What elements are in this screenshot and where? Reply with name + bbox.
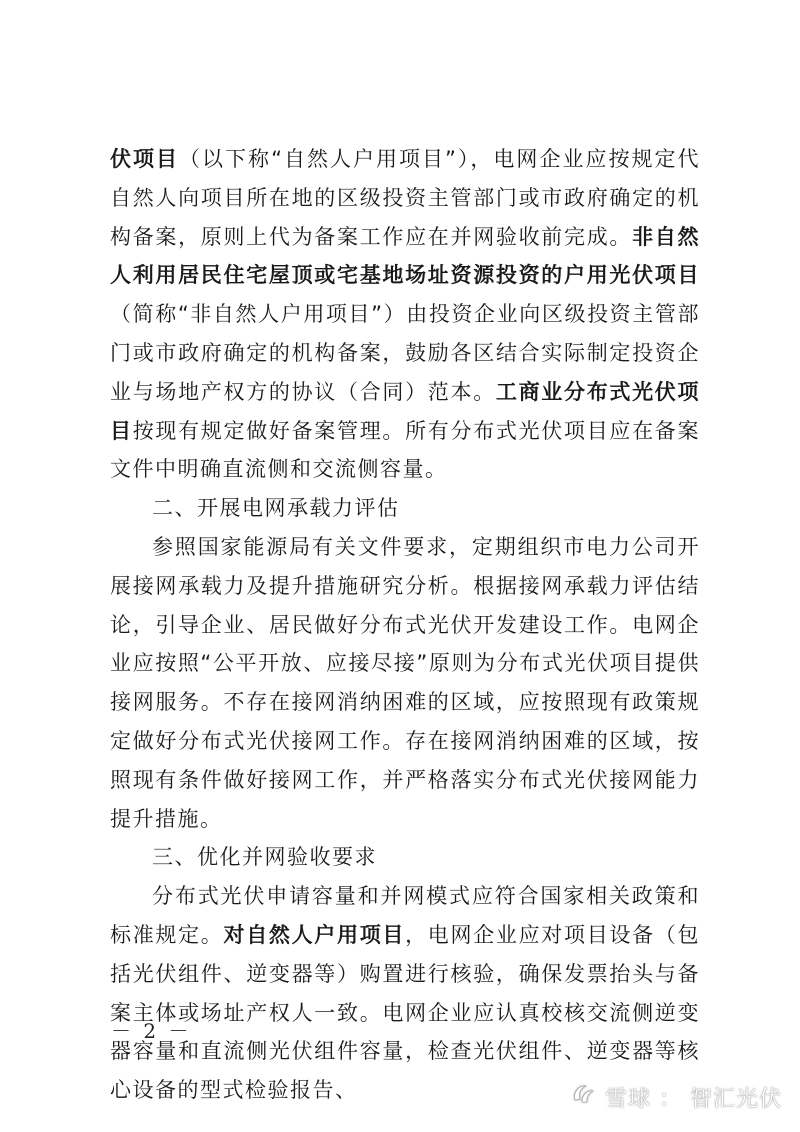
bold-term: 对自然人户用项目 bbox=[223, 922, 406, 947]
bold-term: 工商业分布式光伏项目 bbox=[110, 379, 701, 443]
text-run: 按现有规定做好备案管理。所有分布式光伏项目应在备案文件中明确直流侧和交流侧容量。 bbox=[110, 418, 701, 482]
text-run: ，电网企业应对项目设备（包括光伏组件、逆变器等）购置进行核验，确保发票抬头与备案主体或场址产权人一致。电网企业应认真校核交流侧逆变器容量和直流侧光伏组件容量，检查光伏组件、逆变器等核心设备的型式检验报告、 bbox=[110, 922, 701, 1103]
section-heading-3: 三、优化并网验收要求 bbox=[152, 845, 377, 870]
text-run: （以下称“自然人户用项目”），电网企业应按规定代自然人向项目所在地的区级投资主管部门或市政府确定的机构备案，原则上代为备案工作应在并网验收前完成。 bbox=[110, 147, 700, 249]
document-body bbox=[110, 140, 700, 1110]
watermark bbox=[569, 1080, 782, 1114]
bold-term: 非自然人利用居民住宅屋顶或宅基地场址资源投资的户用光伏项目 bbox=[110, 224, 701, 288]
snowball-logo-icon bbox=[569, 1080, 597, 1114]
paragraph-2: 参照国家能源局有关文件要求，定期组织市电力公司开展接网承载力及提升措施研究分析。根据接网承载力评估结论，引导企业、居民做好分布式光伏开发建设工作。电网企业应按照“公平开放、应接尽接”原则为分布式光伏项目提供接网服务。不存在接网消纳困难的区域，应按照现有政策规定做好分布式光伏接网工作。存在接网消纳困难的区域，按照现有条件做好接网工作，并严格落实分布式光伏接网能力提升措施。 bbox=[110, 534, 700, 831]
text-run: （简称“非自然人户用项目”）由投资企业向区级投资主管部门或市政府确定的机构备案，鼓励各区结合实际制定投资企业与场地产权方的协议（合同）范本。 bbox=[110, 302, 700, 404]
paragraph-3 bbox=[110, 877, 700, 1110]
watermark-author: 智汇光伏 bbox=[689, 1086, 782, 1112]
page-number: － 2 － bbox=[111, 1019, 192, 1043]
bold-term: 伏项目 bbox=[110, 147, 180, 171]
watermark-site: 雪球 bbox=[604, 1086, 651, 1112]
section-heading-2: 二、开展电网承载力评估 bbox=[152, 496, 400, 521]
paragraph-1 bbox=[110, 140, 700, 489]
watermark-separator: ： bbox=[658, 1086, 682, 1112]
text-run: 分布式光伏申请容量和并网模式应符合国家相关政策和标准规定。 bbox=[110, 884, 700, 947]
